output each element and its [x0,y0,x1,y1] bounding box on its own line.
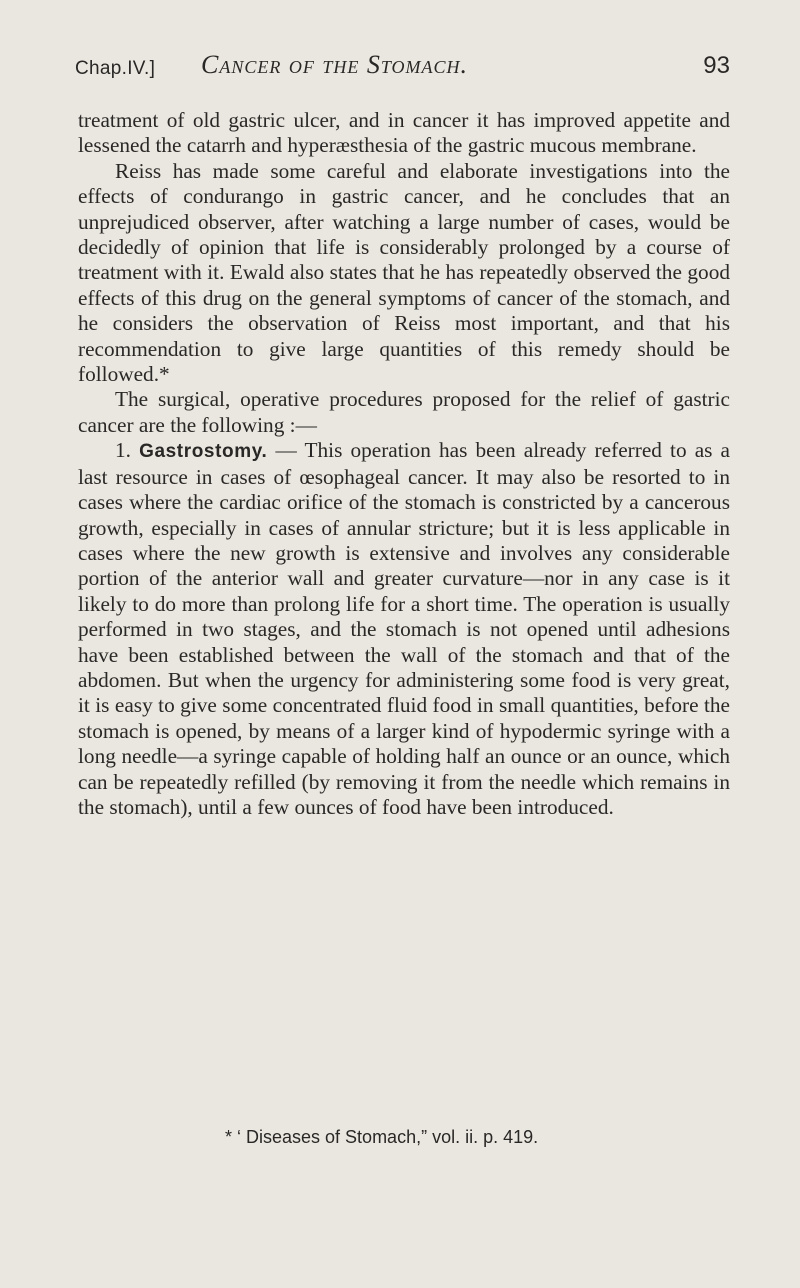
section-number: 1. [115,438,131,463]
running-head [75,50,730,84]
running-title: Cancer of the Stomach. [201,50,469,79]
paragraph-surgical-intro: The surgical, operative procedures proposed for the relief of gastric cancer are the following :— [78,387,730,437]
paragraph-gastrostomy [78,438,730,820]
section-text: — This operation has been already referred to as a last resource in cases of œsophageal cancer. It may also be resorted to in cases where the cardiac orifice of the stomach is constricted by a cancerous growth, especially in cases of annular stricture; but it is less applicable in cases where the new growth is extensive and involves any considerable portion of the anterior wall and greater curvature—nor in any case is it likely to do more than prolong life for a short time. The operation is usually performed in two stages, and the stomach is not opened until adhesions have been established between the wall of the stomach and that of the abdomen. But when the urgency for administering some food is very great, it is easy to give some concentrated fluid food in small quantities, before the stomach is opened, by means of a larger kind of hypodermic syringe with a long needle—a syringe capable of holding half an ounce or an ounce, which can be repeatedly refilled (by removing it from the needle which remains in the stomach), until a few ounces of food have been introduced. [78,438,730,819]
body-text [78,108,730,820]
paragraph-continuation: treatment of old gastric ulcer, and in cancer it has improved appetite and lessened the catarrh and hyperæsthesia of the gastric mucous membrane. [78,108,730,158]
section-heading: Gastrostomy. [139,441,268,463]
paragraph-reiss: Reiss has made some careful and elaborate investigations into the effects of condurango in gastric cancer, and he concludes that an unprejudiced observer, after watching a large number of cases, would be decidedly of opinion that life is considerably prolonged by a course of treatment with it. Ewald also states that he has repeatedly observed the good effects of this drug on the general symptoms of cancer of the stomach, and he considers the observation of Reiss most important, and that his recommendation to give large quantities of this remedy should be followed.* [78,158,730,387]
footnote: * ‘ Diseases of Stomach,” vol. ii. p. 419. [225,1127,539,1147]
page-number: 93 [703,52,730,79]
chapter-label: Chap.IV.] [75,58,156,79]
